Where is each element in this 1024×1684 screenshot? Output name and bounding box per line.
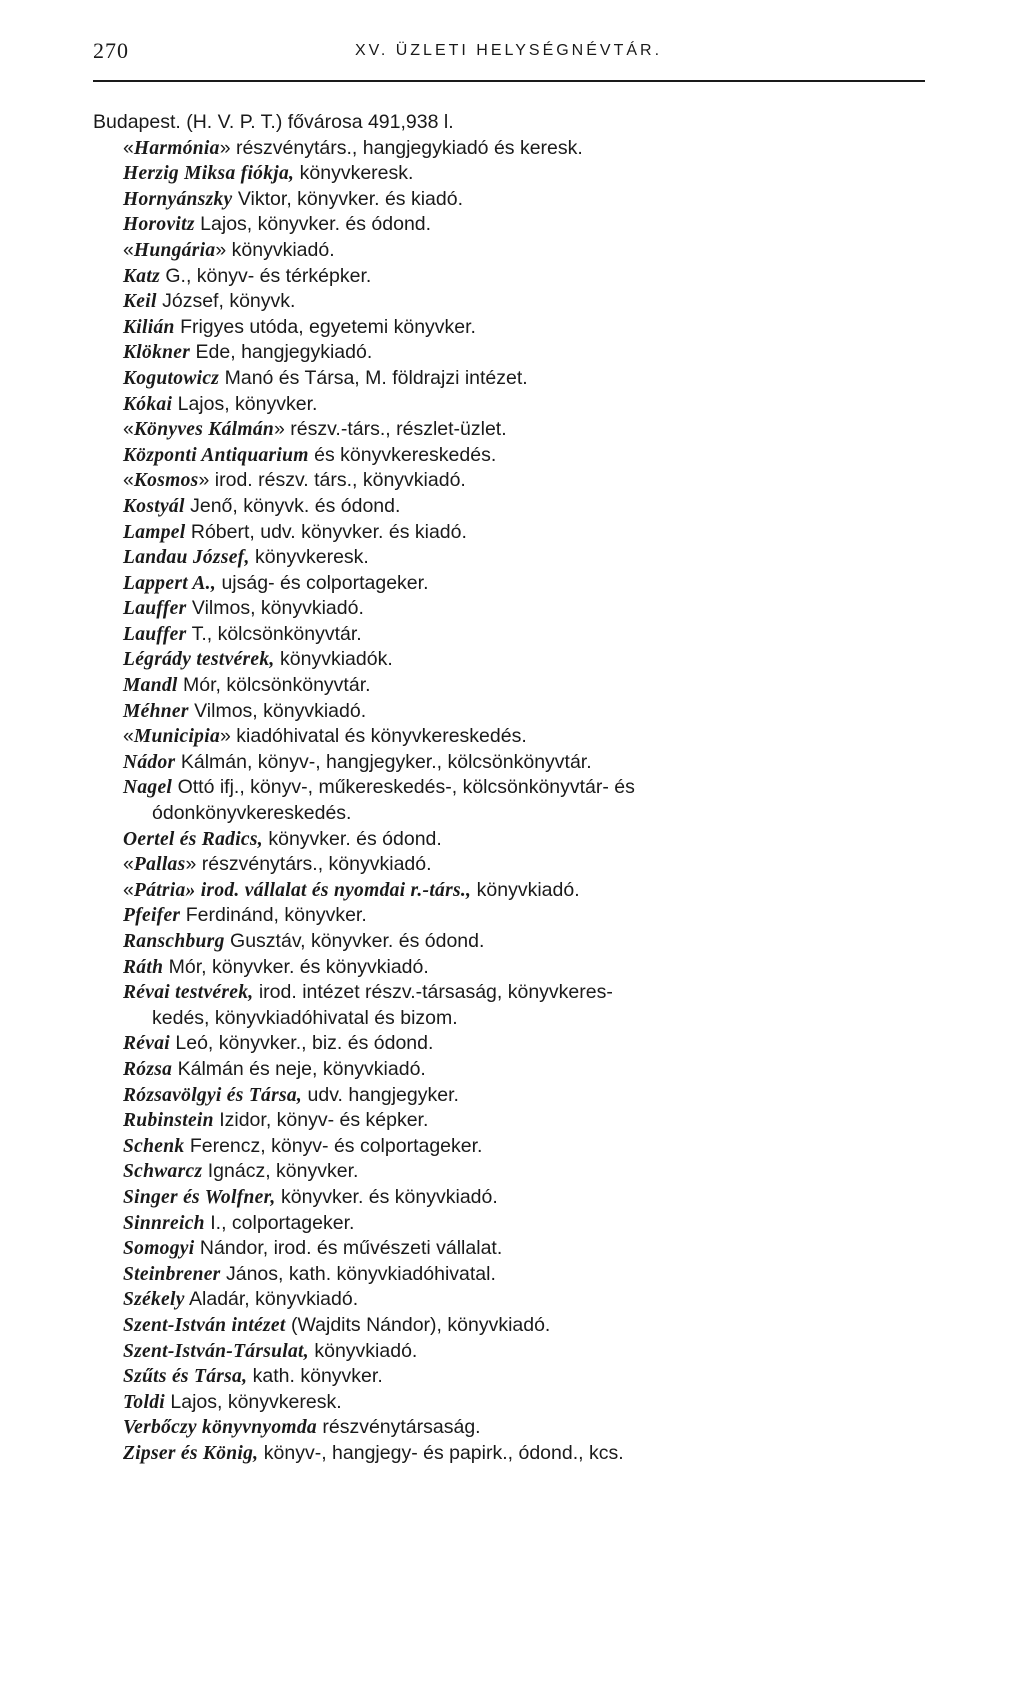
- entry-opening-quote: «: [123, 469, 134, 492]
- entry-name: Révai: [123, 1033, 170, 1055]
- entry-name: Rózsavölgyi és Társa,: [123, 1084, 303, 1106]
- entry-name: Pallas: [133, 854, 186, 876]
- entry-name: Schwarcz: [123, 1161, 203, 1183]
- directory-entry: [0, 366, 1024, 392]
- entry-description: » kiadóhivatal és könyvkereskedés.: [220, 725, 527, 748]
- directory-entry: [0, 392, 1024, 418]
- entry-name: Pfeifer: [123, 905, 181, 927]
- entry-description: Ferencz, könyv- és colportageker.: [184, 1134, 483, 1157]
- entry-opening-quote: «: [123, 238, 134, 261]
- entry-name: Somogyi: [123, 1238, 195, 1260]
- page-number: 270: [93, 38, 129, 63]
- directory-entry: [0, 110, 1024, 136]
- directory-entry: [0, 571, 1024, 597]
- entry-description: Ferdinánd, könyvker.: [180, 904, 367, 927]
- entry-description: és könyvkereskedés.: [308, 443, 497, 466]
- entry-name: Mandl: [123, 675, 178, 697]
- entry-name: Sinnreich: [123, 1212, 205, 1234]
- entry-name: Révai testvérek,: [123, 982, 254, 1004]
- entry-name: Szent-István-Társulat,: [123, 1340, 309, 1362]
- entry-opening-quote: «: [123, 853, 134, 876]
- entry-description: Izidor, könyv- és képker.: [213, 1109, 429, 1132]
- directory-entries: [0, 110, 1024, 1466]
- directory-entry: [0, 1159, 1024, 1185]
- entry-description: Vilmos, könyvkiadó.: [188, 699, 367, 722]
- directory-entry: [0, 1236, 1024, 1262]
- directory-entry: [0, 1364, 1024, 1390]
- directory-entry: [0, 596, 1024, 622]
- entry-name: Oertel és Radics,: [123, 828, 263, 850]
- entry-name: Kostyál: [123, 495, 185, 517]
- entry-name: Pátria» irod. vállalat és nyomdai r.-társ.,: [133, 879, 472, 901]
- entry-description: Lajos, könyvkeresk.: [164, 1390, 342, 1413]
- entry-name: Katz: [123, 265, 160, 287]
- entry-name: Lauffer: [123, 623, 187, 645]
- entry-description: Kálmán, könyv-, hangjegyker., kölcsönkönyvtár.: [175, 750, 592, 773]
- entry-description: Manó és Társa, M. földrajzi intézet.: [219, 366, 528, 389]
- entry-description: könyvkiadók.: [274, 648, 393, 671]
- entry-name: Keil: [123, 291, 157, 313]
- entry-description: I., colportageker.: [204, 1211, 355, 1234]
- entry-description: Vilmos, könyvkiadó.: [186, 597, 364, 620]
- directory-entry: [0, 1031, 1024, 1057]
- directory-entry: [0, 443, 1024, 469]
- directory-entry: [0, 417, 1024, 443]
- entry-name: Rubinstein: [123, 1110, 214, 1132]
- entry-description: Ottó ifj., könyv-, műkereskedés-, kölcsönkönyvtár- és: [172, 776, 635, 799]
- directory-entry: [0, 827, 1024, 853]
- entry-description: Gusztáv, könyvker. és ódond.: [224, 930, 485, 952]
- entry-description: udv. hangjegyker.: [302, 1083, 459, 1106]
- entry-opening-quote: «: [123, 878, 134, 901]
- entry-name: Municipia: [133, 726, 220, 748]
- entry-description: Frigyes utóda, egyetemi könyvker.: [174, 315, 476, 338]
- entry-name: Nagel: [123, 777, 173, 799]
- header-rule: [93, 80, 925, 82]
- directory-entry: [0, 622, 1024, 648]
- entry-description: könyvkeresk.: [294, 162, 414, 185]
- entry-name: Hornyánszky: [123, 188, 233, 210]
- entry-description: Viktor, könyvker. és kiadó.: [232, 187, 463, 210]
- entry-description: János, kath. könyvkiadóhivatal.: [220, 1262, 496, 1285]
- entry-name: Herzig Miksa fiókja,: [123, 163, 295, 185]
- page-header: [93, 38, 924, 70]
- entry-name: Méhner: [123, 700, 189, 722]
- directory-entry: [0, 264, 1024, 290]
- entry-description: Aladár, könyvkiadó.: [184, 1288, 359, 1311]
- entry-description: » részvénytárs., hangjegykiadó és keresk.: [219, 136, 583, 159]
- directory-entry: [0, 1083, 1024, 1109]
- entry-description: Leó, könyvker., biz. és ódond.: [169, 1032, 434, 1055]
- entry-name: Könyves Kálmán: [133, 419, 275, 441]
- directory-entry: [0, 673, 1024, 699]
- entry-description: Nándor, irod. és művészeti vállalat.: [194, 1237, 503, 1260]
- entry-name: Kosmos: [133, 470, 199, 492]
- entry-name: Singer és Wolfner,: [123, 1186, 276, 1208]
- directory-entry: [0, 520, 1024, 546]
- entry-description: könyvkiadó.: [308, 1339, 418, 1362]
- directory-entry: [0, 161, 1024, 187]
- entry-description: Kálmán és neje, könyvkiadó.: [172, 1057, 426, 1080]
- entry-description: » könyvkiadó.: [215, 238, 335, 261]
- entry-name: Kilián: [123, 316, 175, 338]
- entry-description: Ignácz, könyvker.: [202, 1160, 359, 1183]
- entry-name: Klökner: [123, 342, 191, 364]
- entry-name: Landau József,: [123, 547, 250, 569]
- directory-entry: [0, 1211, 1024, 1237]
- entry-name: Verbőczy könyvnyomda: [123, 1417, 317, 1439]
- directory-entry: [0, 929, 1024, 955]
- entry-description: kath. könyvker.: [247, 1365, 383, 1388]
- entry-name: Ráth: [123, 956, 164, 978]
- directory-entry: [0, 494, 1024, 520]
- directory-entry: [0, 1415, 1024, 1441]
- directory-entry: [0, 315, 1024, 341]
- entry-name: Harmónia: [133, 137, 220, 159]
- directory-entry: [0, 1262, 1024, 1288]
- directory-entry: [0, 289, 1024, 315]
- entry-opening-quote: «: [123, 725, 134, 748]
- entry-description: könyvkeresk.: [249, 546, 369, 569]
- entry-name: Kogutowicz: [123, 367, 220, 389]
- entry-continuation-line: [0, 1006, 1024, 1032]
- entry-description: Ede, hangjegykiadó.: [190, 341, 373, 364]
- entry-name: Ranschburg: [123, 931, 225, 952]
- entry-name: Kókai: [123, 393, 173, 415]
- entry-description: Mór, kölcsönkönyvtár.: [177, 674, 371, 697]
- running-title: XV. ÜZLETI HELYSÉGNÉVTÁR.: [354, 42, 663, 59]
- entry-description: ujság- és colportageker.: [216, 571, 429, 594]
- directory-entry: [0, 187, 1024, 213]
- entry-description: részvénytársaság.: [316, 1416, 481, 1439]
- entry-description: kedés, könyvkiadóhivatal és bizom.: [152, 1006, 458, 1029]
- entry-name: Steinbrener: [123, 1263, 221, 1285]
- entry-description: irod. intézet részv.-társaság, könyvkeres-: [253, 981, 613, 1004]
- entry-name: Nádor: [123, 751, 176, 773]
- entry-continuation-line: [0, 801, 1024, 827]
- directory-entry: [0, 1313, 1024, 1339]
- entry-description: » irod. részv. társ., könyvkiadó.: [198, 469, 466, 492]
- entry-description: T., kölcsönkönyvtár.: [186, 622, 362, 645]
- directory-entry: [0, 724, 1024, 750]
- entry-name: Szűts és Társa,: [123, 1366, 248, 1388]
- entry-description: Lajos, könyvker. és ódond.: [194, 213, 432, 236]
- entry-description: Róbert, udv. könyvker. és kiadó.: [185, 520, 467, 543]
- directory-entry: [0, 1185, 1024, 1211]
- entry-name: Szent-István intézet: [123, 1314, 286, 1336]
- entry-name: Horovitz: [123, 214, 195, 236]
- directory-entry: [0, 699, 1024, 725]
- directory-entry: [0, 136, 1024, 162]
- entry-description: Lajos, könyvker.: [172, 392, 318, 415]
- directory-entry: [0, 878, 1024, 904]
- entry-description: (Wajdits Nándor), könyvkiadó.: [285, 1313, 551, 1336]
- directory-entry: [0, 1057, 1024, 1083]
- entry-name: Zipser és König,: [123, 1442, 259, 1464]
- entry-name: Hungária: [133, 239, 216, 261]
- entry-description: könyvkiadó.: [471, 878, 580, 901]
- directory-entry: [0, 1287, 1024, 1313]
- directory-entry: [0, 1108, 1024, 1134]
- entry-description: Jenő, könyvk. és ódond.: [184, 494, 401, 517]
- entry-description: » részvénytárs., könyvkiadó.: [185, 853, 432, 876]
- entry-name: Rózsa: [123, 1058, 173, 1080]
- entry-description: ódonkönyvkereskedés.: [152, 802, 352, 825]
- entry-name: Légrády testvérek,: [123, 649, 275, 671]
- entry-description: József, könyvk.: [156, 290, 296, 313]
- entry-name: Lappert A.,: [123, 572, 217, 594]
- entry-opening-quote: «: [123, 136, 134, 159]
- directory-entry: [0, 1390, 1024, 1416]
- directory-entry: [0, 1134, 1024, 1160]
- directory-entry: [0, 1339, 1024, 1365]
- directory-entry: [0, 852, 1024, 878]
- entry-description: G., könyv- és térképker.: [159, 264, 372, 287]
- entry-description: könyvker. és könyvkiadó.: [275, 1185, 498, 1208]
- directory-entry: [0, 468, 1024, 494]
- entry-name: Központi Antiquarium: [123, 444, 309, 466]
- directory-entry: [0, 750, 1024, 776]
- directory-entry: [0, 212, 1024, 238]
- directory-entry: [0, 545, 1024, 571]
- directory-entry: [0, 647, 1024, 673]
- directory-entry: [0, 775, 1024, 801]
- entry-description: Mór, könyvker. és könyvkiadó.: [163, 955, 429, 978]
- entry-name: Schenk: [123, 1135, 185, 1157]
- entry-name: Lampel: [123, 521, 186, 543]
- directory-entry: [0, 980, 1024, 1006]
- directory-entry: [0, 340, 1024, 366]
- entry-name: Toldi: [123, 1391, 165, 1413]
- entry-name: Székely: [123, 1289, 185, 1311]
- entry-description: Budapest. (H. V. P. T.) fővárosa 491,938 l.: [93, 111, 454, 133]
- entry-opening-quote: «: [123, 418, 134, 441]
- entry-name: Lauffer: [123, 598, 187, 620]
- entry-description: könyv-, hangjegy- és papirk., ódond., kcs.: [258, 1441, 624, 1464]
- entry-description: » részv.-társ., részlet-üzlet.: [274, 418, 507, 441]
- directory-entry: [0, 955, 1024, 981]
- directory-entry: [0, 903, 1024, 929]
- entry-description: könyvker. és ódond.: [262, 827, 442, 850]
- directory-entry: [0, 238, 1024, 264]
- directory-entry: [0, 1441, 1024, 1467]
